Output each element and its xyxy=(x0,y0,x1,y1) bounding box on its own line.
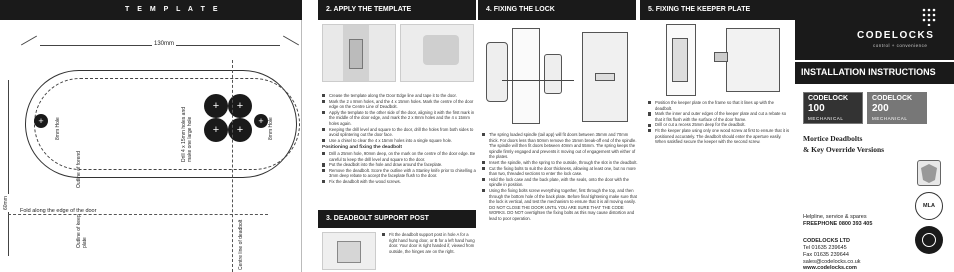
install-title: INSTALLATION INSTRUCTIONS xyxy=(801,67,936,77)
badge1-type: MECHANICAL xyxy=(808,116,844,121)
codelock-100-badge xyxy=(803,92,863,124)
keeper-step: Drill or cut a recess 25mm deep for the deadbolt. xyxy=(648,122,790,128)
deadbolt-protrusion xyxy=(714,52,728,62)
support-step: Fit the deadbolt support post in hole A for a right hand hung door, or B for a left hand hung door. Your door is right handed if, viewed from outside, the hinges are on the right. xyxy=(382,232,476,254)
lead-line-left xyxy=(21,36,37,46)
centre-line-label: Centre line of deadbolt xyxy=(238,219,244,270)
lock-diagram xyxy=(482,24,636,128)
door-leaf xyxy=(726,28,780,92)
keypad-logo-icon xyxy=(922,8,936,26)
brand-panel xyxy=(795,0,954,272)
company-fax: Fax 01635 239644 xyxy=(803,252,849,258)
fold-line xyxy=(8,214,268,215)
badge2-num: 200 xyxy=(872,103,889,114)
hole-8mm-right: + xyxy=(254,114,268,128)
brand-tagline: control + convenience xyxy=(873,43,928,48)
apply-subheading: Positioning and fixing the deadbolt xyxy=(322,145,402,151)
outline-keeper-label: Outline of keep plate xyxy=(76,214,88,248)
badge1-name: CODELOCK xyxy=(808,95,849,102)
lead-line-right xyxy=(283,36,299,46)
lock-front-handle xyxy=(595,73,615,81)
company-web[interactable]: www.codelocks.com xyxy=(803,265,857,271)
apply-step2: Put the deadbolt into the hole and draw around the faceplate. xyxy=(322,162,477,168)
height-dimension-line xyxy=(8,80,9,256)
fixing-step: Insert the spindle, with the spring to the outside, through the slot in the deadbolt. xyxy=(482,160,638,166)
faceplate-image xyxy=(349,39,363,69)
hole-8mm-right-label: 8mm Hole xyxy=(268,117,274,140)
apply-header: 2. APPLY THE TEMPLATE xyxy=(318,0,476,20)
door-edge-photo xyxy=(322,24,396,82)
helpline-number: FREEPHONE 0800 393 405 xyxy=(803,221,873,227)
fixing-step: Cut the fixing bolts to suit the door thickness, allowing at least one, but no more than two, threaded sections to enter the lock case. xyxy=(482,166,638,177)
height-dimension-label: 60mm xyxy=(3,196,9,210)
template-header: T E M P L A T E xyxy=(0,0,302,20)
apply-step: Apply the template to the other side of the door, aligning it with the first mark in the middle of the door edge, and mark the 2 x 8mm holes and the 4 x 15mm holes again. xyxy=(322,110,477,127)
support-header: 3. DEADBOLT SUPPORT POST xyxy=(318,210,476,228)
centre-line xyxy=(232,60,233,272)
product-subtitle-2: & Key Override Versions xyxy=(803,145,885,154)
support-post-image xyxy=(337,241,361,263)
apply-step2: Remove the deadbolt. Score the outline with a Stanley knife prior to chiselling a 3mm deep rebate to accept the faceplate flush to the door. xyxy=(322,168,477,179)
fixing-step: Using the fixing bolts screw everything together, first through the top, and then through the bottom hole of the back plate. Before final tightening make sure that the lock is vertical, and test the mechanism to ensure that it is all moving easily. DO NOT CLOSE THE DOOR UNTIL YOU ARE SURE THAT THE CODE WORKS. DO NOT overtighten the fixing bolts as this may cause distortion and lead to poor operation. xyxy=(482,188,638,222)
hole-15mm-2: + xyxy=(228,94,252,118)
lock-case xyxy=(486,42,508,102)
company-tel: Tel 01635 239645 xyxy=(803,245,847,251)
badge1-num: 100 xyxy=(808,103,825,114)
crest-icon xyxy=(917,160,941,186)
fixing-step: The spring loaded spindle (tail app) will fit doors between 35mm and 70mm thick. For doors less than 50mm remove the 15mm break-off end of the spindle. The spindle will then fit doors between 40mm and 55mm. The spring keeps the spindle firmly engaged and prevents it moving out of engagement with either of the plates. xyxy=(482,132,638,160)
brand-logo-area xyxy=(795,0,954,60)
drill-note: Drill 4 x 15mm holes and make one large hole xyxy=(181,106,193,162)
template-canvas xyxy=(0,20,302,272)
door-slab xyxy=(512,28,540,124)
hole-15mm-4: + xyxy=(228,118,252,142)
apply-step2: Drill a 25mm hole, 90mm deep, on the mark on the centre of the door edge. Be careful to keep the drill level and square to the door. xyxy=(322,151,477,162)
badge2-name: CODELOCK xyxy=(872,95,913,102)
product-subtitle-1: Mortice Deadbolts xyxy=(803,134,863,143)
badge2-type: MECHANICAL xyxy=(872,116,908,121)
keeper-step: Position the keeper plate on the frame so that it lines up with the deadbolt. xyxy=(648,100,790,111)
fixing-step: Hold the lock case and the back plate, with the seals, onto the door with the spindle in position. xyxy=(482,177,638,188)
apply-step: Use a chisel to clear the 4 x 15mm holes into a single square hole. xyxy=(322,138,477,144)
keeper-header: 5. FIXING THE KEEPER PLATE xyxy=(640,0,795,20)
lock-front xyxy=(582,32,628,122)
drill-image xyxy=(423,35,459,65)
spindle xyxy=(502,80,574,81)
apply-step2: Fix the deadbolt with the wood screws. xyxy=(322,179,477,185)
keeper-steps xyxy=(648,100,790,145)
mla-seal-text: MLA xyxy=(923,203,935,209)
brand-logo: CODELOCKS xyxy=(857,30,935,41)
hole-15mm-1: + xyxy=(204,94,228,118)
fold-line-label: Fold along the edge of the door xyxy=(20,208,97,214)
keeper-step: Mark the inner and outer edges of the keeper plate and cut a rebate so that it fits flush with the surface of the door frame. xyxy=(648,111,790,122)
apply-step: Mark the 2 x 8mm holes, and the 4 x 15mm holes. Mark the centre of the door edge on the Centre Line of Deadbolt. xyxy=(322,99,477,110)
apply-step: Keeping the drill level and square to the door, drill the holes from both sides to avoid splintering out the door face. xyxy=(322,127,477,138)
keeper-plate xyxy=(672,38,688,82)
width-dimension-label: 130mm xyxy=(154,41,175,47)
mla-seal-icon xyxy=(915,192,943,220)
keeper-step: Fit the keeper plate using only one wood screw at first to ensure that it is positioned accurately. The deadbolt should enter the aperture easily. When satisfied secure the keeper with the second screw. xyxy=(648,128,790,145)
keeper-diagram xyxy=(648,24,788,96)
fixing-steps xyxy=(482,132,638,222)
drilling-photo xyxy=(400,24,474,82)
company-name: CODELOCKS LTD xyxy=(803,238,850,244)
support-text xyxy=(382,232,476,254)
install-title-bar xyxy=(795,62,954,84)
codelock-200-badge xyxy=(867,92,927,124)
outline-forend-label: Outline of forend xyxy=(76,151,82,188)
support-post-photo xyxy=(322,232,376,270)
company-email[interactable]: sales@codelocks.co.uk xyxy=(803,259,861,265)
quality-seal-inner xyxy=(922,233,936,247)
hole-8mm-left: + xyxy=(34,114,48,128)
hole-8mm-left-label: 8mm Hole xyxy=(55,117,61,140)
quality-seal-icon xyxy=(915,226,943,254)
fixing-header: 4. FIXING THE LOCK xyxy=(478,0,636,20)
hole-15mm-3: + xyxy=(204,118,228,142)
apply-steps xyxy=(322,93,477,185)
back-plate xyxy=(544,54,562,94)
helpline-label: Helpline, service & spares xyxy=(803,214,867,220)
apply-step: Crease the template along the Door Edge line and tape it to the door. xyxy=(322,93,477,99)
